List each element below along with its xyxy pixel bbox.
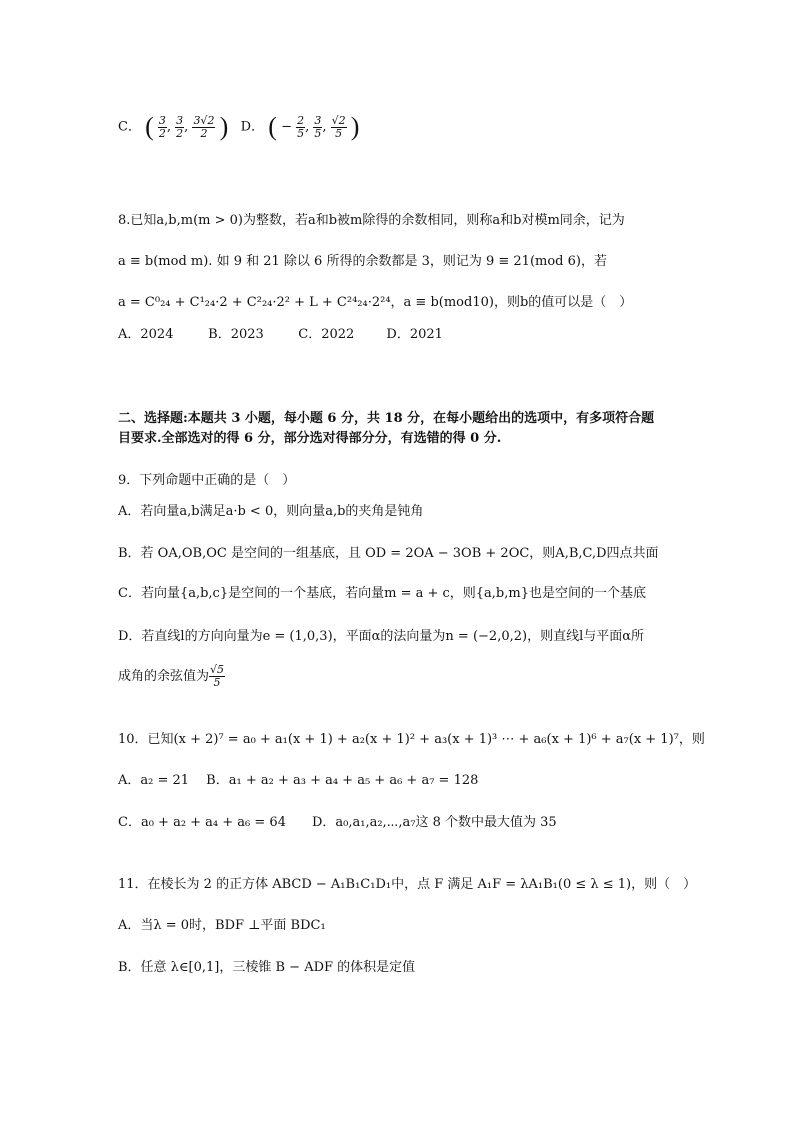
q7-d-frac2	[313, 115, 322, 140]
q8-option-c: C．2022	[298, 327, 355, 342]
q7-options-row: C． ( $\frac{3}{2}$ , $\frac{3}{2}$ , $\frac{3√2}{2}$ ) D． ( − $\frac{2}{5}$ , $\frac{3}{5}$ , $\frac{√2}{5}$ )	[118, 112, 360, 141]
q8-line2: a ≡ b(mod m). 如 9 和 21 除以 6 所得的余数都是 3，则记为 9 ≡ 21(mod 6)，若	[118, 254, 607, 269]
q10-options-ab: A．a₂ = 21 B．a₁ + a₂ + a₃ + a₄ + a₅ + a₆ + a₇ = 128	[118, 773, 479, 788]
q8-option-d: D．2021	[386, 327, 443, 342]
q7-option-d-label: D．	[240, 119, 265, 135]
q7-option-c-label: C．	[118, 119, 141, 135]
q7-d-frac1-den: 5	[297, 126, 305, 140]
q7-d-frac1-num: 2	[297, 113, 305, 127]
q9-d2-den: 5	[213, 676, 221, 689]
q7-d-frac2-num: 3	[314, 113, 322, 127]
q7-d-frac3-num: √2	[331, 113, 346, 127]
q8-options	[118, 326, 678, 344]
paren-open: (	[145, 112, 154, 141]
q9-option-d-line2	[118, 662, 678, 692]
q7-c-frac1-num: 3	[158, 113, 166, 127]
q7-d-sign: −	[281, 119, 292, 135]
q8-line3: a = C⁰₂₄ + C¹₂₄·2 + C²₂₄·2² + L + C²⁴₂₄·2²⁴，a ≡ b(mod10)，则b的值可以是（ ）	[118, 295, 633, 310]
q7-c-frac3-den: 2	[200, 126, 208, 140]
q11-option-a: A．当λ = 0时，BDF ⊥平面 BDC₁	[118, 918, 326, 933]
q7-d-frac3	[331, 115, 347, 140]
q8-line1: 8.已知a,b,m(m > 0)为整数，若a和b被m除得的余数相同，则称a和b对模m同余，记为	[118, 213, 625, 228]
q7-c-frac3-num: 3√2	[193, 113, 215, 127]
section2-heading-line1: 二、选择题:本题共 3 小题，每小题 6 分，共 18 分，在每小题给出的选项中，有多项符合题	[118, 411, 655, 426]
q8-option-a: A．2024	[118, 327, 174, 342]
q7-d-frac1	[296, 115, 305, 140]
q7-d-frac3-den: 5	[335, 126, 343, 140]
q9-d2-text: 成角的余弦值为	[118, 669, 210, 684]
q7-c-frac3	[192, 115, 215, 140]
q7-c-frac2-num: 3	[176, 113, 184, 127]
q10-options-cd: C．a₀ + a₂ + a₄ + a₆ = 64 D．a₀,a₁,a₂,⋯,a₇这 8 个数中最大值为 35	[118, 815, 557, 830]
q9-d2-num: √5	[210, 663, 225, 676]
paren-close: )	[219, 112, 229, 141]
q9-stem: 9．下列命题中正确的是（ ）	[118, 473, 296, 488]
section2-heading-line2: 目要求.全部选对的得 6 分，部分选对得部分分，有选错的得 0 分.	[118, 431, 502, 446]
q9-d2-frac	[209, 664, 225, 689]
q8-option-b: B．2023	[208, 327, 264, 342]
q9-option-c: C．若向量{a,b,c}是空间的一个基底，若向量m = a + c，则{a,b,m}也是空间的一个基底	[118, 586, 646, 601]
q9-option-b: B．若 OA,OB,OC 是空间的一组基底，且 OD = 2OA − 3OB + 2OC，则A,B,C,D四点共面	[118, 546, 659, 561]
paren-open: (	[268, 112, 277, 141]
q9-option-d-line1: D．若直线l的方向向量为e = (1,0,3)，平面α的法向量为n = (−2,0,2)，则直线l与平面α所	[118, 629, 645, 644]
q7-c-frac2-den: 2	[176, 126, 184, 140]
q7-c-frac1-den: 2	[158, 126, 166, 140]
q11-option-b: B．任意 λ∈[0,1]，三棱锥 B − ADF 的体积是定值	[118, 960, 416, 975]
q9-option-a: A．若向量a,b满足a·b < 0，则向量a,b的夹角是钝角	[118, 504, 424, 519]
paren-close: )	[350, 112, 360, 141]
q7-c-frac1	[158, 115, 167, 140]
q7-c-frac2	[175, 115, 184, 140]
q10-stem: 10．已知(x + 2)⁷ = a₀ + a₁(x + 1) + a₂(x + 1)² + a₃(x + 1)³ ⋯ + a₆(x + 1)⁶ + a₇(x + 1)⁷，则	[118, 732, 705, 747]
q7-d-frac2-den: 5	[314, 126, 322, 140]
q11-stem: 11．在棱长为 2 的正方体 ABCD − A₁B₁C₁D₁中，点 F 满足 A₁F = λA₁B₁(0 ≤ λ ≤ 1)，则（ ）	[118, 877, 697, 892]
